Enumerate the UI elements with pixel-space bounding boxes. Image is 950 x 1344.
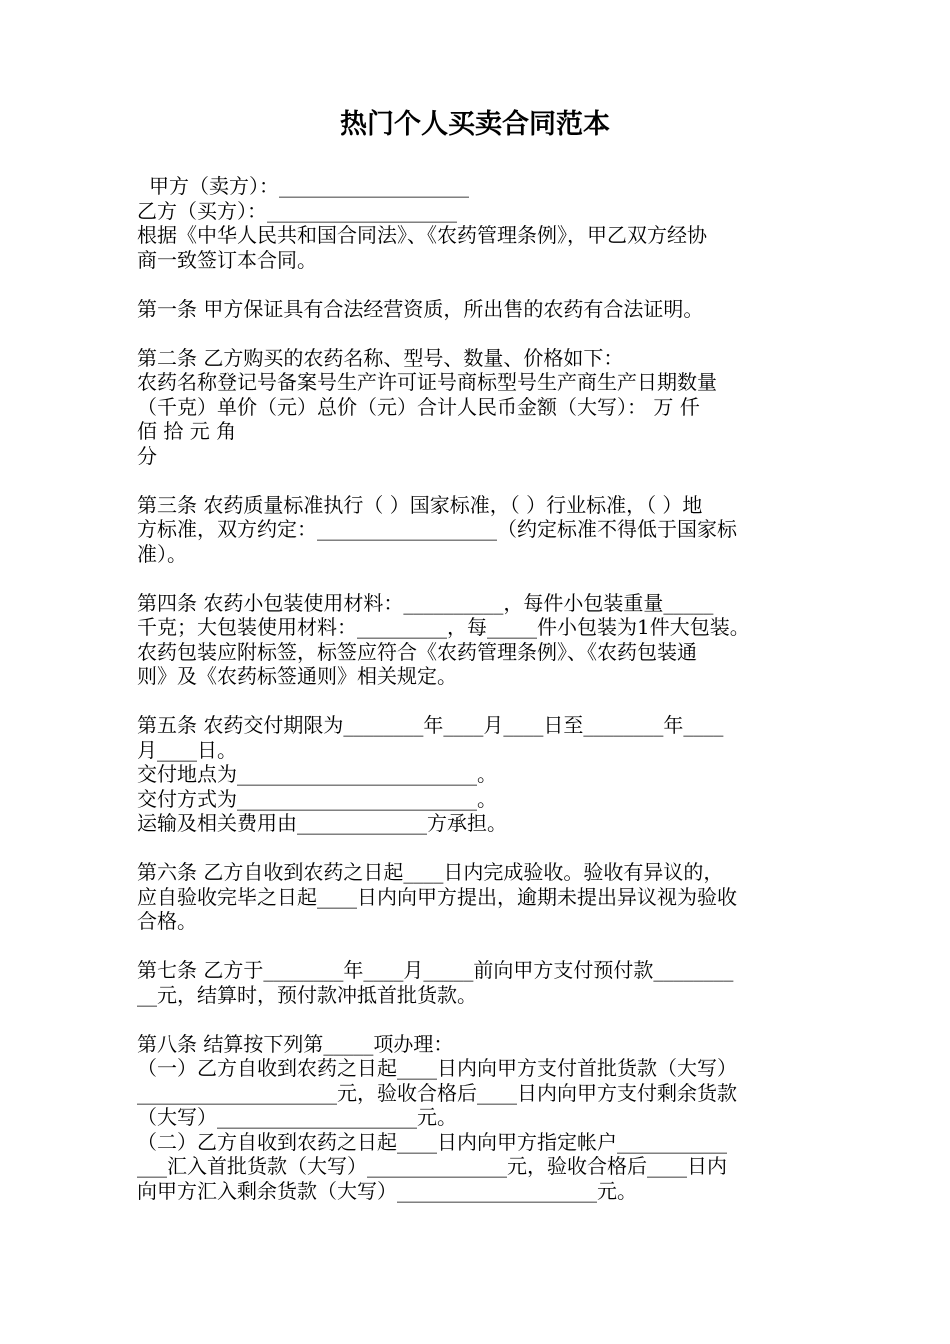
paragraph-gap <box>137 1007 817 1032</box>
text-line: （千克）单价（元）总价（元）合计人民币金额（大写）： 万 仟 <box>137 394 700 419</box>
text-line: 月____日。 <box>137 737 237 762</box>
document-title: 热门个人买卖合同范本 <box>340 109 610 140</box>
text-line: （一）乙方自收到农药之日起____日内向甲方支付首批货款（大写） <box>137 1056 737 1080</box>
paragraph-gap <box>137 272 817 297</box>
paragraph-gap <box>137 468 817 493</box>
paragraph-gap <box>137 566 817 591</box>
text-line: 方标准，双方约定：__________________（约定标准不得低于国家标 <box>137 517 737 541</box>
text-line: 千克；大包装使用材料：_________，每_____件小包装为1件大包装。 <box>137 615 750 639</box>
text-line: 根据《中华人民共和国合同法》、《农药管理条例》，甲乙双方经协 <box>137 223 707 247</box>
text-line: ___汇入首批货款（大写）______________元，验收合格后____日内 <box>137 1154 727 1178</box>
text-line: 分 <box>137 443 157 468</box>
text-line: 交付地点为________________________。 <box>137 762 497 786</box>
document-body <box>137 174 817 1203</box>
text-line: 则》及《农药标签通则》相关规定。 <box>137 664 457 688</box>
text-line: 第五条 农药交付期限为________年____月____日至________年____ <box>137 713 724 737</box>
text-line: 佰 拾 元 角 <box>137 419 237 443</box>
text-line: （大写）____________________元。 <box>137 1105 457 1129</box>
paragraph-gap <box>137 321 817 346</box>
text-line: 第四条 农药小包装使用材料：__________，每件小包装重量_____ <box>137 590 714 615</box>
text-line: __元，结算时，预付款冲抵首批货款。 <box>137 982 477 1007</box>
text-line: 商一致签订本合同。 <box>137 247 317 272</box>
text-line: 准）。 <box>137 541 187 566</box>
paragraph-gap <box>137 689 817 714</box>
text-line: 第六条 乙方自收到农药之日起____日内完成验收。验收有异议的， <box>137 860 724 884</box>
text-line: ____________________元，验收合格后____日内向甲方支付剩余货款 <box>137 1080 737 1105</box>
text-line: 第二条 乙方购买的农药名称、型号、数量、价格如下： <box>137 345 624 370</box>
text-line: （二）乙方自收到农药之日起____日内向甲方指定帐户___________ <box>137 1129 727 1154</box>
text-line: 乙方（买方）：___________________ <box>137 198 457 223</box>
text-line: 交付方式为________________________。 <box>137 786 497 811</box>
text-line: 甲方（卖方）：___________________ <box>149 174 469 198</box>
text-line: 向甲方汇入剩余货款（大写）____________________元。 <box>137 1178 637 1203</box>
paragraph-gap <box>137 836 817 861</box>
text-line: 应自验收完毕之日起____日内向甲方提出，逾期未提出异议视为验收 <box>137 884 737 909</box>
text-line: 第八条 结算按下列第_____项办理： <box>137 1031 454 1056</box>
text-line: 第七条 乙方于________年____月_____前向甲方支付预付款________ <box>137 958 734 982</box>
text-line: 第一条 甲方保证具有合法经营资质，所出售的农药有合法证明。 <box>137 296 704 321</box>
paragraph-gap <box>137 934 817 959</box>
text-line: 农药名称登记号备案号生产许可证号商标型号生产商生产日期数量 <box>137 370 717 394</box>
text-line: 运输及相关费用由_____________方承担。 <box>137 811 507 835</box>
text-line: 农药包装应附标签，标签应符合《农药管理条例》、《农药包装通 <box>137 639 697 664</box>
text-line: 第三条 农药质量标准执行（ ）国家标准，（ ）行业标准，（ ）地 <box>137 492 703 517</box>
text-line: 合格。 <box>137 909 197 933</box>
